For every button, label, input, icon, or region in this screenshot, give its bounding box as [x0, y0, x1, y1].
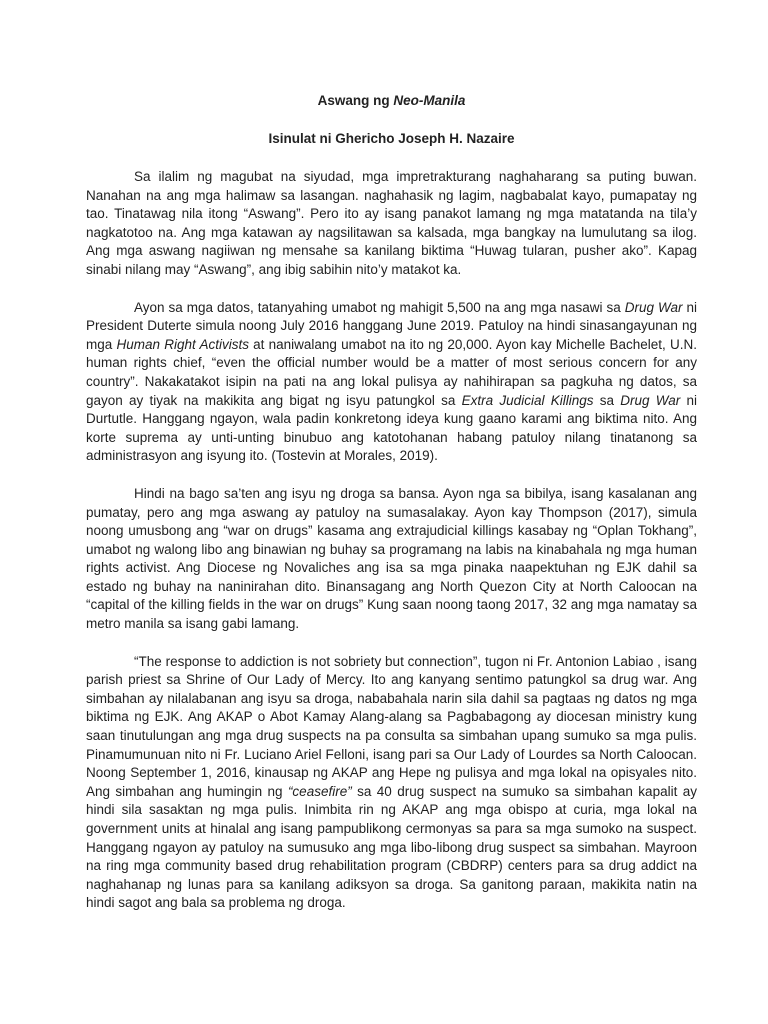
paragraph-text: ni Durtutle. Hanggang ngayon, wala padin konkretong ideya kung gaano karami ang biktima nito. Ang korte suprema ay unti-unting binubuo ang katotohanan habang patuloy nilang tinatanong sa administrasyon ang isyung ito. (Tostevin at Morales, 2019).	[86, 392, 698, 464]
paragraph-emphasis: “ceasefire”	[287, 783, 352, 799]
paragraph-text: Hindi na bago sa’ten ang isyu ng droga sa bansa. Ayon nga sa bibilya, isang kasalanan ang pumatay, pero ang mga aswang ay patuloy na sumasalakay. Ayon kay Thompson (2017), simula noong umusbong ang “war on drugs” kasama ang extrajudicial killings kasabay ng “Oplan Tokhang”, umabot ng walong libo ang binawian ng buhay sa programang na labis na kinabahala ng mga human rights activist. Ang Diocese ng Novaliches ang isa sa mga pinaka naapektuhan ng EJK dahil sa estado ng buhay na naninirahan dito. Binansagang ang North Quezon City at North Caloocan na “capital of the killing fields in the war on drugs” Kung saan noong taong 2017, 32 ang mga namatay sa metro manila sa isang gabi lamang.	[86, 485, 697, 632]
paragraph-emphasis: Drug War	[624, 299, 683, 315]
body-paragraph	[86, 168, 697, 280]
paragraph-text: Sa ilalim ng magubat na siyudad, mga impretrakturang naghaharang sa puting buwan. Nanahan na ang mga halimaw sa lasangan. naghahasik ng lagim, nagbabalat kayo, pumapatay ng tao. Tinatawag nila itong “Aswang”. Pero ito ay isang panakot lamang ng mga matatanda na tila’y nagkatotoo na. Ang mga katawan ay nagsilitawan sa kalsada, mga bangkay na lumulutang sa ilog. Ang mga aswang nagiiwan ng mensahe sa kanilang biktima “Huwag tularan, pusher ako”. Kapag sinabi nilang may “Aswang”, ang ibig sabihin nito’y matakot ka.	[86, 169, 697, 277]
title-text: Aswang ng	[317, 93, 394, 108]
paragraph-emphasis: Human Right Activists	[116, 336, 249, 352]
paragraph-text: sa	[593, 392, 621, 408]
paragraph-text: sa 40 drug suspect na sumuko sa simbahan kapalit ay hindi sila sasaktan ng mga pulis. Inimbita rin ng AKAP ang mga obispo at curia, mga lokal na government units at hinalal ang isang pampublikong cermonyas sa para sa mga sumoko na suspect. Hanggang ngayon ay patuloy na sumusuko ang mga libo-libong drug suspect sa simbahan. Mayroon na ring mga community based drug rehabilitation program (CBDRP) centers para sa drug addict na naghahanap ng lunas para sa kanilang adiksyon sa droga. Sa ganitong paraan, makikita natin na hindi sagot ang bala sa problema ng droga.	[86, 783, 697, 911]
document-body	[86, 168, 697, 913]
paragraph-text: Ayon sa mga datos, tatanyahing umabot ng mahigit 5,500 na ang mga nasawi sa	[134, 299, 625, 315]
paragraph-text: “The response to addiction is not sobriety but connection”, tugon ni Fr. Antonion Labiao , isang parish priest sa Shrine of Our Lady of Mercy. Ito ang kanyang sentimo patungkol sa drug war. Ang simbahan ay nilalabanan ang isyu sa droga, nababahala narin sila dahil sa pagtaas ng datos ng mga biktima ng EJK. Ang AKAP o Abot Kamay Alang-alang sa Pagbabagong ay diocesan ministry kung saan tinutulungan ang mga drug suspects na pa consulta sa simbahan upang sumuko sa mga pulis. Pinamumunuan nito ni Fr. Luciano Ariel Felloni, isang pari sa Our Lady of Lourdes sa North Caloocan. Noong September 1, 2016, kinausap ng AKAP ang Hepe ng pulisya and mga lokal na opisyales nito. Ang simbahan ang humingin ng	[86, 653, 697, 799]
body-paragraph	[86, 299, 697, 466]
paragraph-text: ni President Duterte simula noong July 2016 hanggang June 2019. Patuloy na hindi sinasangayunan ng mga	[86, 299, 698, 352]
paragraph-emphasis: Extra Judicial Killings	[461, 392, 594, 408]
body-paragraph	[86, 485, 697, 634]
document-byline: Isinulat ni Ghericho Joseph H. Nazaire	[268, 131, 515, 146]
body-paragraph	[86, 653, 697, 913]
paragraph-emphasis: Drug War	[620, 392, 681, 408]
document-title	[86, 92, 697, 110]
title-emphasis: Neo-Manila	[393, 93, 466, 108]
paragraph-text: at naniwalang umabot na ito ng 20,000. Ayon kay Michelle Bachelet, U.N. human rights chief, “even the official number would be a matter of most serious concern for any country”. Nakakatakot isipin na pati na ang lokal pulisya ay nahihirapan sa pagkuha ng datos, sa gayon ay tiyak na makikita ang bigat ng isyu patungkol sa	[86, 336, 698, 408]
